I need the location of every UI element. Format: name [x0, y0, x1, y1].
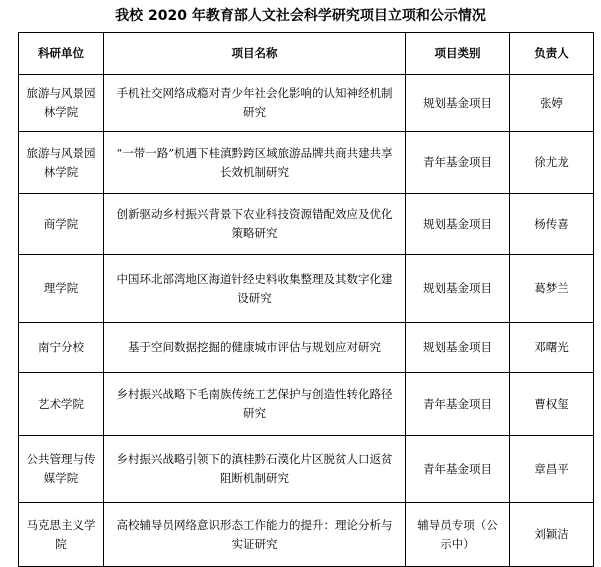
cell-unit: 南宁分校 — [19, 323, 104, 373]
cell-person: 邓曙光 — [510, 323, 594, 373]
cell-unit: 公共管理与传媒学院 — [19, 436, 104, 503]
cell-name: 中国环北部湾地区海道针经史料收集整理及其数字化建设研究 — [104, 255, 406, 323]
header-unit: 科研单位 — [19, 33, 104, 75]
cell-unit: 商学院 — [19, 194, 104, 255]
cell-unit: 理学院 — [19, 255, 104, 323]
cell-person: 张婷 — [510, 75, 594, 132]
cell-name: 创新驱动乡村振兴背景下农业科技资源错配效应及优化策略研究 — [104, 194, 406, 255]
cell-category: 规划基金项目 — [406, 255, 510, 323]
cell-name: 手机社交网络成瘾对青少年社会化影响的认知神经机制研究 — [104, 75, 406, 132]
cell-person: 章昌平 — [510, 436, 594, 503]
cell-person: 徐尤龙 — [510, 132, 594, 194]
cell-name: “一带一路”机遇下桂滇黔跨区域旅游品牌共商共建共享长效机制研究 — [104, 132, 406, 194]
header-category: 项目类别 — [406, 33, 510, 75]
table-row — [19, 75, 594, 132]
cell-person: 刘颖洁 — [510, 503, 594, 567]
cell-category: 规划基金项目 — [406, 194, 510, 255]
table-row — [19, 373, 594, 436]
table-row — [19, 503, 594, 567]
project-table — [18, 32, 594, 567]
header-person: 负责人 — [510, 33, 594, 75]
cell-category: 规划基金项目 — [406, 75, 510, 132]
cell-unit: 马克思主义学院 — [19, 503, 104, 567]
table-row — [19, 255, 594, 323]
cell-category: 规划基金项目 — [406, 323, 510, 373]
page-title: 我校 2020 年教育部人文社会科学研究项目立项和公示情况 — [115, 8, 486, 24]
cell-category: 青年基金项目 — [406, 436, 510, 503]
cell-name: 乡村振兴战略下毛南族传统工艺保护与创造性转化路径研究 — [104, 373, 406, 436]
cell-category: 辅导员专项（公示中） — [406, 503, 510, 567]
cell-name: 乡村振兴战略引领下的滇桂黔石漠化片区脱贫人口返贫阻断机制研究 — [104, 436, 406, 503]
cell-unit: 艺术学院 — [19, 373, 104, 436]
cell-person: 曹权玺 — [510, 373, 594, 436]
cell-person: 杨传喜 — [510, 194, 594, 255]
cell-name: 基于空间数据挖掘的健康城市评估与规划应对研究 — [104, 323, 406, 373]
table-row — [19, 323, 594, 373]
cell-category: 青年基金项目 — [406, 132, 510, 194]
cell-category: 青年基金项目 — [406, 373, 510, 436]
table-row — [19, 436, 594, 503]
cell-unit: 旅游与风景园林学院 — [19, 132, 104, 194]
header-name: 项目名称 — [104, 33, 406, 75]
cell-unit: 旅游与风景园林学院 — [19, 75, 104, 132]
cell-name: 高校辅导员网络意识形态工作能力的提升：理论分析与实证研究 — [104, 503, 406, 567]
table-header-row — [19, 33, 594, 75]
table-row — [19, 194, 594, 255]
table-row — [19, 132, 594, 194]
cell-person: 葛梦兰 — [510, 255, 594, 323]
